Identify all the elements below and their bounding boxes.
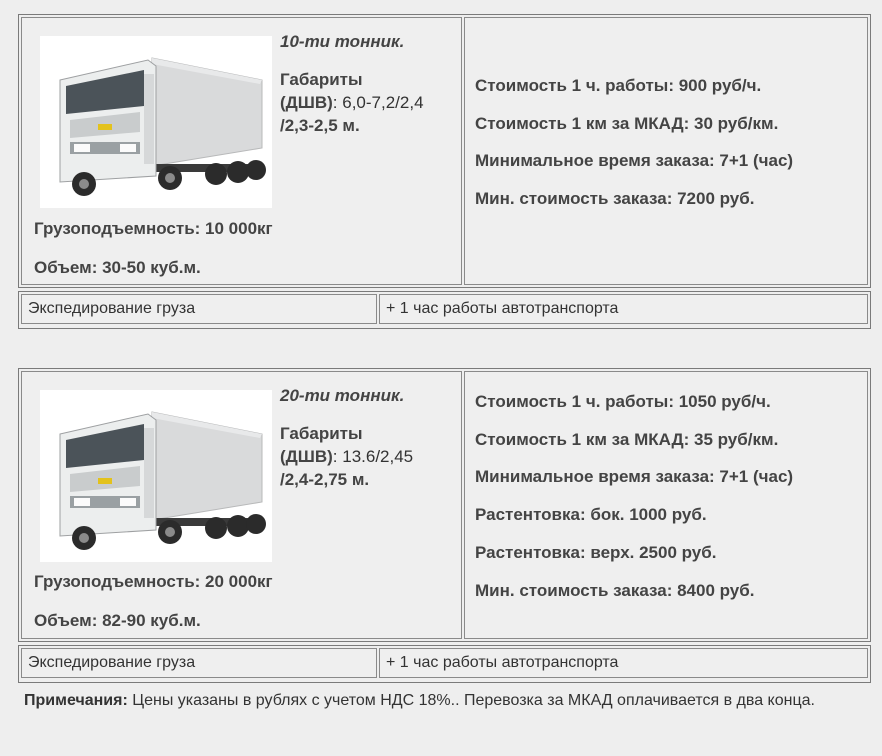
capacity: Грузоподъемность: 20 000кг — [34, 572, 273, 591]
price-cell — [464, 17, 868, 285]
truck-illustration — [40, 390, 272, 562]
price-line: Мин. стоимость заказа: 8400 руб. — [475, 581, 755, 600]
price-line: Минимальное время заказа: 7+1 (час) — [475, 151, 794, 170]
dimensions — [280, 422, 466, 491]
dims-value-cont: /2,4-2,75 м. — [280, 470, 370, 489]
notes — [24, 689, 864, 713]
price-line: Растентовка: верх. 2500 руб. — [475, 543, 717, 562]
price-line: Стоимость 1 ч. работы: 900 руб/ч. — [475, 76, 762, 95]
price-line: Растентовка: бок. 1000 руб. — [475, 505, 707, 524]
forwarding-label: Экспедирование груза — [21, 648, 377, 678]
volume: Объем: 82-90 куб.м. — [34, 611, 201, 630]
price-line: Стоимость 1 км за МКАД: 35 руб/км. — [475, 430, 779, 449]
offer-main-table — [18, 14, 871, 288]
dimensions — [280, 68, 466, 137]
forwarding-label: Экспедирование груза — [21, 294, 377, 324]
truck-image — [40, 36, 272, 208]
forwarding-row — [18, 645, 871, 683]
dims-value: : 13.6/2,45 — [332, 447, 414, 466]
truck-image — [40, 390, 272, 562]
forwarding-value: + 1 час работы автотранспорта — [379, 648, 868, 678]
price-line: Стоимость 1 ч. работы: 1050 руб/ч. — [475, 392, 771, 411]
price-cell — [464, 371, 868, 639]
notes-label: Примечания: — [24, 692, 128, 709]
price-line: Стоимость 1 км за МКАД: 30 руб/км. — [475, 114, 779, 133]
truck-info-cell — [21, 17, 462, 285]
price-line: Минимальное время заказа: 7+1 (час) — [475, 467, 794, 486]
tonnage-title: 20-ти тонник. — [280, 386, 405, 405]
dims-value-cont: /2,3-2,5 м. — [280, 116, 360, 135]
offer-main-table — [18, 368, 871, 642]
dims-label-abbr: (ДШВ) — [280, 93, 333, 112]
dims-label: Габариты — [280, 424, 363, 443]
dims-label: Габариты — [280, 70, 363, 89]
dims-label-abbr: (ДШВ) — [280, 447, 333, 466]
price-line: Мин. стоимость заказа: 7200 руб. — [475, 189, 755, 208]
truck-illustration — [40, 36, 272, 208]
tonnage-title: 10-ти тонник. — [280, 32, 405, 51]
volume: Объем: 30-50 куб.м. — [34, 258, 201, 277]
notes-text: Цены указаны в рублях с учетом НДС 18%.. Перевозка за МКАД оплачивается в два конца. — [127, 692, 815, 709]
forwarding-row — [18, 291, 871, 329]
forwarding-value: + 1 час работы автотранспорта — [379, 294, 868, 324]
truck-info-cell — [21, 371, 462, 639]
dims-value: : 6,0-7,2/2,4 — [332, 93, 424, 112]
capacity: Грузоподъемность: 10 000кг — [34, 219, 273, 238]
